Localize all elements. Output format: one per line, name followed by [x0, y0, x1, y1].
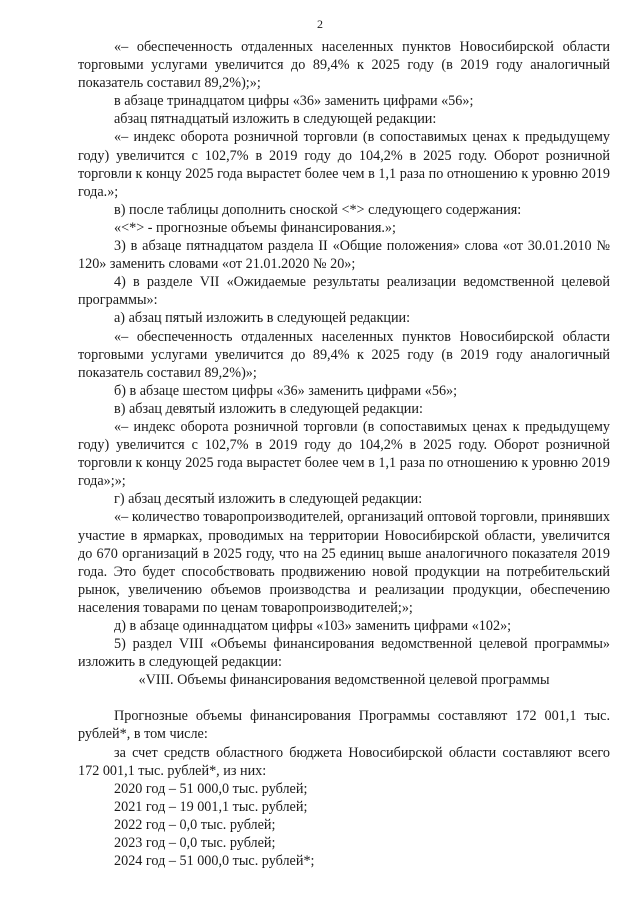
list-item: 2021 год – 19 001,1 тыс. рублей; — [114, 798, 308, 815]
list-item: 2020 год – 51 000,0 тыс. рублей; — [114, 780, 308, 797]
paragraph: а) абзац пятый изложить в следующей редакции: — [114, 310, 411, 327]
paragraph: 5) раздел VIII «Объемы финансирования ведомственной целевой программы» изложить в следующей редакции: — [78, 636, 610, 671]
list-item: 2022 год – 0,0 тыс. рублей; — [114, 816, 276, 833]
paragraph: «– индекс оборота розничной торговли (в сопоставимых ценах к предыдущему году) увеличится с 102,7% в 2019 году до 104,2% в 2025 году. Оборот розничной торговли к концу 2025 года вырастет более чем в 1,1 раза по отношению к уровню 2019 года»;»; — [78, 418, 610, 490]
paragraph: «– индекс оборота розничной торговли (в сопоставимых ценах к предыдущему году) увеличится с 102,7% в 2019 году до 104,2% в 2025 году. Оборот розничной торговли к концу 2025 года вырастет более чем в 1,1 раза по отношению к уровню 2019 года.»; — [78, 129, 610, 200]
section-heading: «VIII. Объемы финансирования ведомственной целевой программы — [138, 672, 550, 689]
paragraph: в абзаце тринадцатом цифры «36» заменить цифрами «56»; — [114, 93, 474, 110]
paragraph: абзац пятнадцатый изложить в следующей редакции: — [114, 111, 437, 128]
paragraph: д) в абзаце одиннадцатом цифры «103» заменить цифрами «102»; — [114, 618, 512, 634]
paragraph: «<*> - прогнозные объемы финансирования.»; — [114, 219, 396, 236]
paragraph: 3) в абзаце пятнадцатом раздела II «Общие положения» слова «от 30.01.2010 № 120» заменить словами «от 21.01.2020 № 20»; — [78, 238, 610, 273]
paragraph: б) в абзаце шестом цифры «36» заменить цифрами «56»; — [114, 382, 458, 399]
document-body — [78, 38, 610, 870]
list-item: 2023 год – 0,0 тыс. рублей; — [114, 835, 276, 852]
paragraph: в) после таблицы дополнить сноской <*> следующего содержания: — [114, 201, 522, 218]
paragraph: за счет средств областного бюджета Новосибирской области составляют всего 172 001,1 тыс. рублей*, из них: — [78, 744, 610, 779]
paragraph: «– количество товаропроизводителей, организаций оптовой торговли, принявших участие в ярмарках, проводимых на территории Новосибирской области, увеличится до 670 организаций в 2025 году, что на 25 единиц выше аналогичного показателя 2019 года. Это будет способствовать продвижению новой продукции на потребительский рынок, увеличению объемов производства и реализации продукции, обеспечению населения товарами по ценам товаропроизводителей;»; — [78, 509, 610, 616]
paragraph: «– обеспеченность отдаленных населенных пунктов Новосибирской области торговыми услугами увеличится до 89,4% к 2025 году (в 2019 году аналогичный показатель составил 89,2%);»; — [78, 39, 610, 92]
paragraph: в) абзац девятый изложить в следующей редакции: — [114, 400, 423, 417]
paragraph: Прогнозные объемы финансирования Программы составляют 172 001,1 тыс. рублей*, в том числе: — [78, 708, 610, 743]
page-number: 2 — [317, 17, 323, 31]
paragraph: 4) в разделе VII «Ожидаемые результаты реализации ведомственной целевой программы»: — [78, 274, 610, 309]
paragraph: г) абзац десятый изложить в следующей редакции: — [114, 491, 423, 508]
spacer — [78, 689, 610, 707]
paragraph: «– обеспеченность отдаленных населенных пунктов Новосибирской области торговыми услугами увеличится до 89,4% к 2025 году (в 2019 году аналогичный показатель составил 89,2%)»; — [78, 328, 610, 381]
list-item: 2024 год – 51 000,0 тыс. рублей*; — [114, 853, 315, 870]
